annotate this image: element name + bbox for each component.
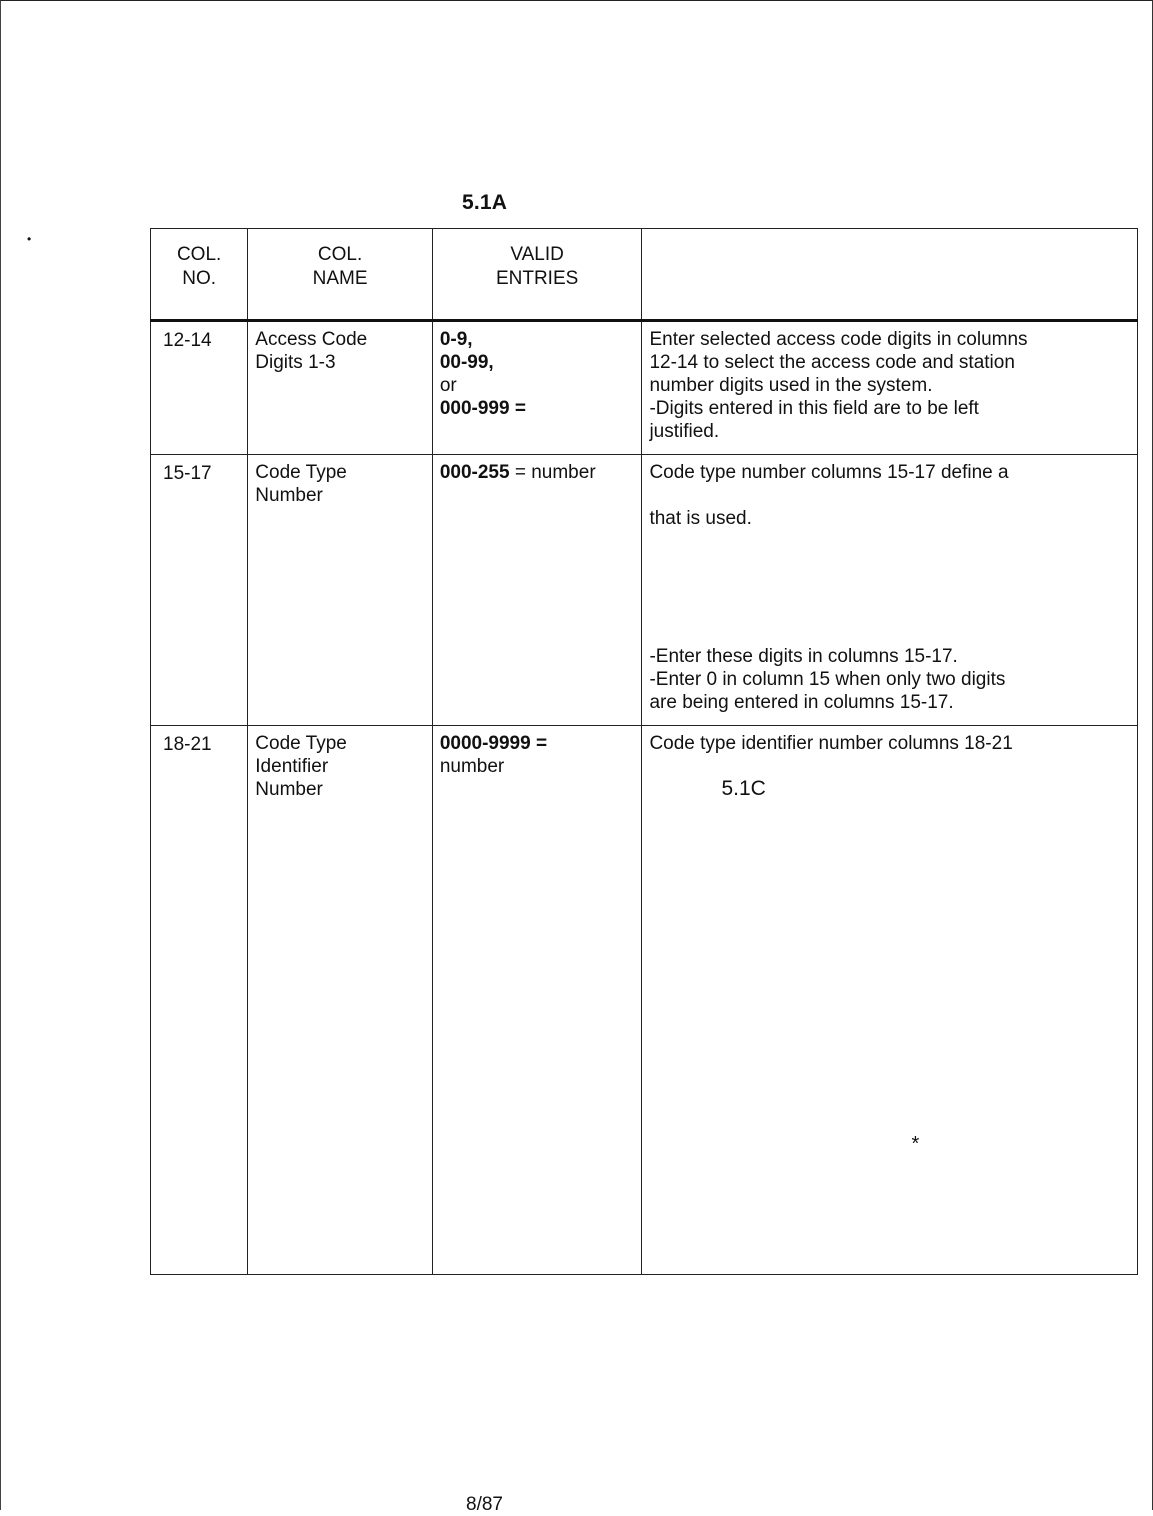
col-no-cell: 12-14	[151, 321, 248, 455]
footer-date: 8/87	[466, 1494, 503, 1515]
header-description	[642, 229, 1138, 321]
header-col-name: COL. NAME	[248, 229, 433, 321]
header-valid-entries: VALID ENTRIES	[432, 229, 642, 321]
table-row	[151, 455, 1138, 726]
description-cell: Code type identifier number columns 18-21 5.1C *	[642, 726, 1138, 1275]
faded-region	[649, 530, 1130, 645]
valid-entries-cell: 000-255 = number	[432, 455, 642, 726]
header-col-no: COL. NO.	[151, 229, 248, 321]
table-reference: 5.1C	[721, 777, 766, 800]
column-definition-table	[150, 228, 1138, 1275]
table-row	[151, 726, 1138, 1275]
col-no-cell: 18-21	[151, 726, 248, 1275]
col-name-cell: Code Type Identifier Number	[248, 726, 433, 1275]
col-no-cell: 15-17	[151, 455, 248, 726]
description-cell: Enter selected access code digits in columns 12-14 to select the access code and station number digits used in the system. -Digits entered in this field are to be left justified.	[642, 321, 1138, 455]
valid-entries-cell: 0-9, 00-99, or 000-999 =	[432, 321, 642, 455]
col-name-cell: Code Type Number	[248, 455, 433, 726]
valid-entries-cell: 0000-9999 = number	[432, 726, 642, 1275]
table-row	[151, 321, 1138, 455]
table-title: 5.1A	[462, 191, 508, 214]
description-cell: Code type number columns 15-17 define a that is used. -Enter these digits in columns 15-17. -Enter 0 in column 15 when only two digits are being entered in columns 15-17.	[642, 455, 1138, 726]
faded-line	[649, 484, 1130, 507]
table-container	[150, 228, 1138, 1275]
header-row	[151, 229, 1138, 321]
col-name-cell: Access Code Digits 1-3	[248, 321, 433, 455]
stray-mark: •	[27, 232, 32, 246]
asterisk-mark: *	[911, 1133, 920, 1155]
